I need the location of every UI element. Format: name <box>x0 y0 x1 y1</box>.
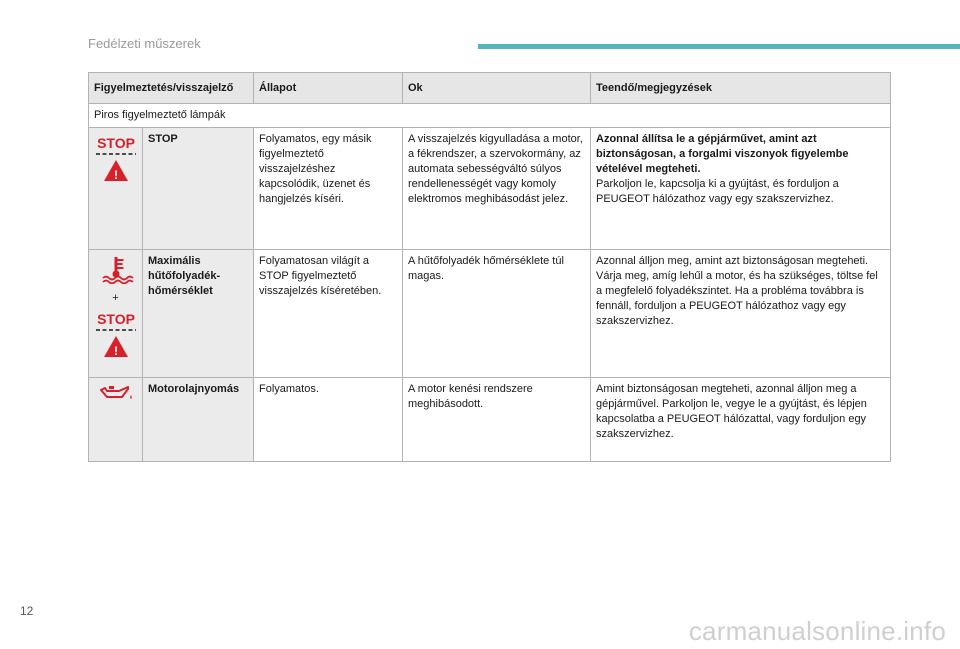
warning-lamps-table <box>88 72 891 462</box>
indicator-name: Maximális hűtőfolyadék-hőmérséklet <box>143 250 254 378</box>
indicator-cause: A hűtőfolyadék hőmérséklete túl magas. <box>403 250 591 378</box>
table-row <box>89 128 891 250</box>
warning-triangle-mark: ! <box>113 168 118 182</box>
section-accent-bar <box>478 44 960 49</box>
coolant-warning-icon-cell <box>89 250 143 378</box>
indicator-state: Folyamatos. <box>254 378 403 462</box>
column-header-action: Teendő/megjegyzések <box>591 73 891 104</box>
plus-sign: + <box>112 292 119 304</box>
indicator-state: Folyamatos, egy másik figyelmeztető visszajelzéshez kapcsolódik, üzenet és hangjelzés kíséri. <box>254 128 403 250</box>
group-row <box>89 104 891 128</box>
column-header-cause: Ok <box>403 73 591 104</box>
indicator-action <box>591 128 891 250</box>
indicator-action-emphasis: Azonnal állítsa le a gépjárművet, amint azt biztonságosan, a forgalmi viszonyok figyelembe vételével megteheti. <box>596 133 849 175</box>
stop-icon-text: STOP <box>96 135 135 151</box>
table-row <box>89 250 891 378</box>
indicator-state: Folyamatosan világít a STOP figyelmeztető visszajelzés kíséretében. <box>254 250 403 378</box>
indicator-name: Motorolajnyomás <box>143 378 254 462</box>
oil-pressure-icon-cell <box>89 378 143 462</box>
stop-warning-icon <box>94 308 138 360</box>
section-title: Fedélzeti műszerek <box>88 36 201 51</box>
page-number: 12 <box>20 604 34 618</box>
indicator-cause: A visszajelzés kigyulladása a motor, a fékrendszer, a szervokormány, az automata sebességváltó súlyos rendellenességét vagy komoly elektromos meghibásodást jelez. <box>403 128 591 250</box>
table-row <box>89 378 891 462</box>
oil-can-icon <box>98 382 134 404</box>
indicator-action: Amint biztonságosan megteheti, azonnal álljon meg a gépjárművel. Parkoljon le, vegye le a gyújtást, és lépjen kapcsolatba a PEUGEOT hálózattal, vagy forduljon egy szakszervizhez. <box>591 378 891 462</box>
indicator-cause: A motor kenési rendszere meghibásodott. <box>403 378 591 462</box>
indicator-action: Azonnal álljon meg, amint azt biztonságosan megteheti. Várja meg, amíg lehűl a motor, és ha szükséges, töltse fel a megfelelő folyadékszintet. Ha a probléma továbbra is fennáll, forduljon a PEUGEOT hálózathoz vagy egy szakszervizhez. <box>591 250 891 378</box>
watermark: carmanualsonline.info <box>688 616 946 646</box>
column-header-state: Állapot <box>254 73 403 104</box>
indicator-name: STOP <box>143 128 254 250</box>
table-header-row <box>89 73 891 104</box>
coolant-temperature-icon <box>98 254 134 284</box>
column-header-indicator: Figyelmeztetés/visszajelző <box>89 73 254 104</box>
warning-triangle-mark: ! <box>113 344 118 358</box>
group-label: Piros figyelmeztető lámpák <box>89 104 891 128</box>
stop-warning-icon-cell <box>89 128 143 250</box>
indicator-action-text: Parkoljon le, kapcsolja ki a gyújtást, és forduljon a PEUGEOT hálózathoz vagy egy szakszervizhez. <box>596 178 839 205</box>
stop-warning-icon <box>94 132 138 184</box>
stop-icon-text: STOP <box>96 311 135 327</box>
